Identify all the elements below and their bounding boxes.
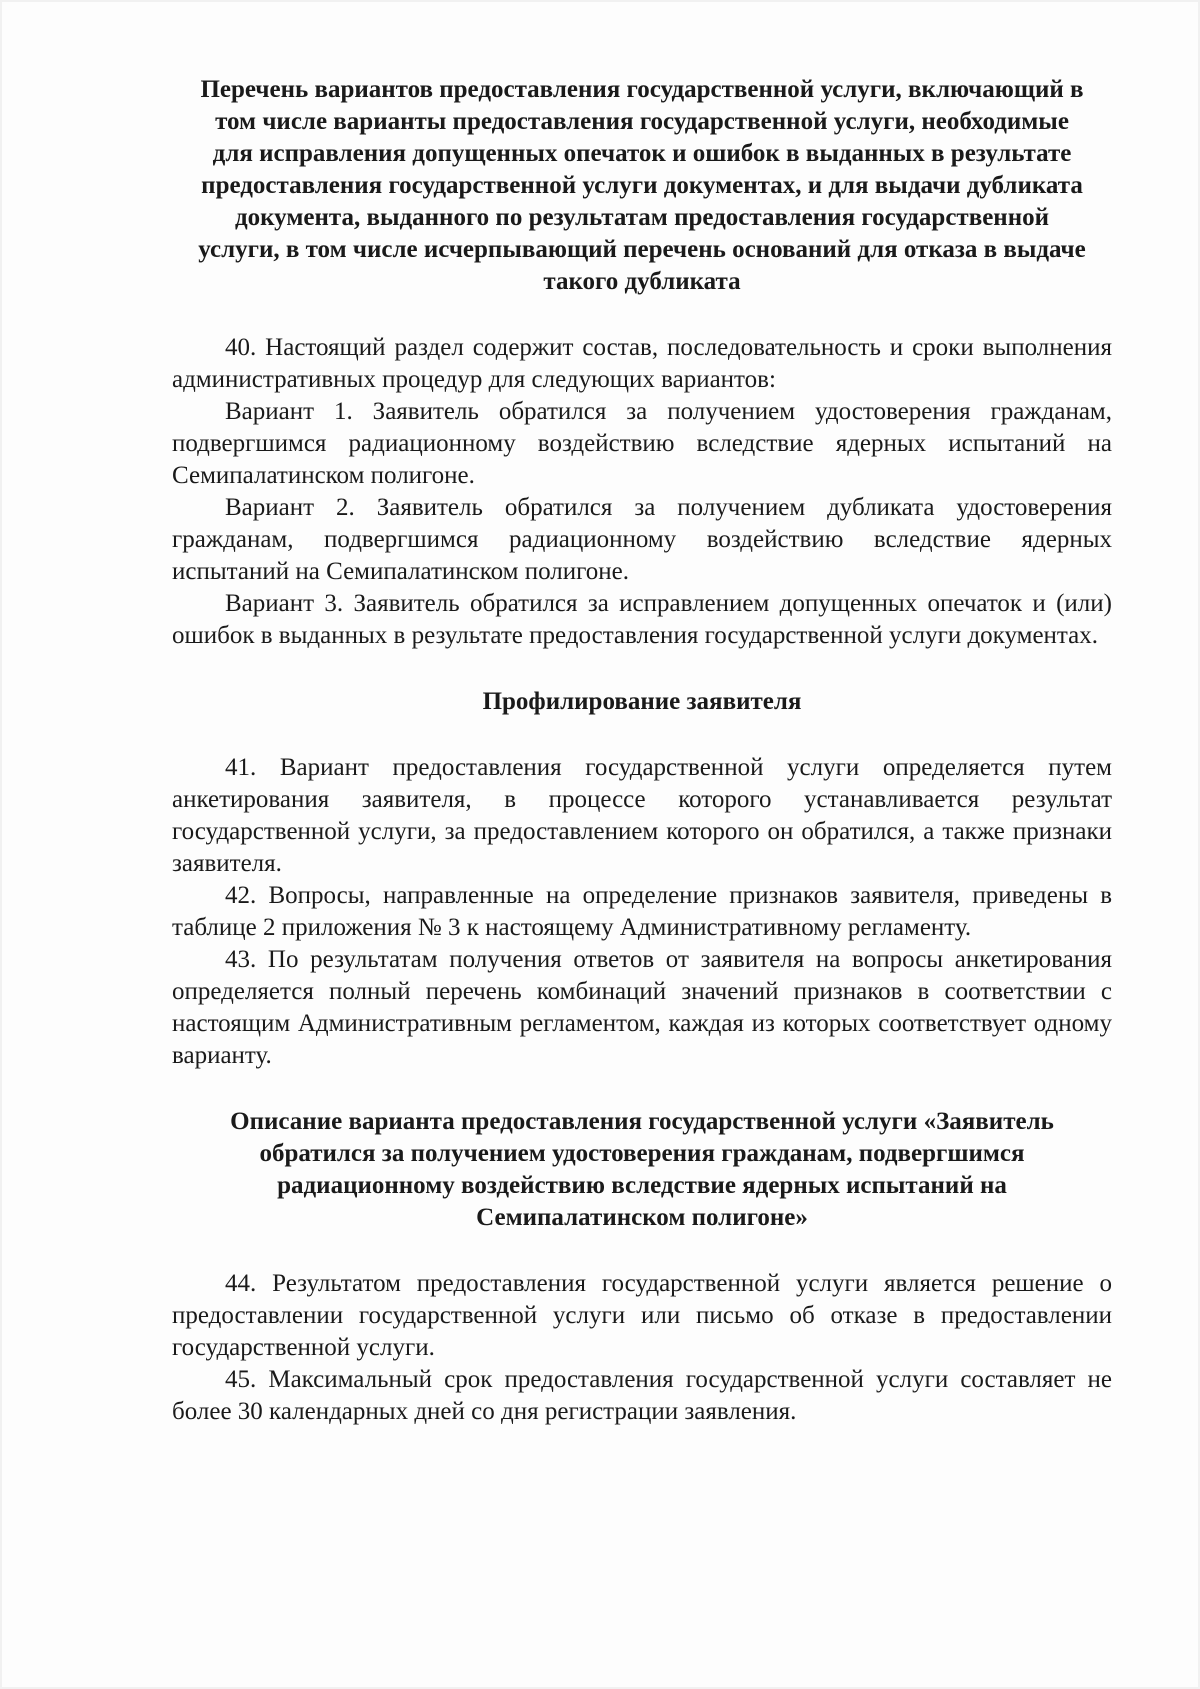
- paragraph-40: 40. Настоящий раздел содержит состав, последовательность и сроки выполнения административных процедур для следующих вариантов:: [172, 334, 1112, 393]
- paragraph-variant-1: Вариант 1. Заявитель обратился за получением удостоверения гражданам, подвергшимся радиационному воздействию вследствие ядерных испытаний на Семипалатинском полигоне.: [172, 398, 1112, 489]
- paragraph-43: 43. По результатам получения ответов от заявителя на вопросы анкетирования определяется полный перечень комбинаций значений признаков в соответствии с настоящим Административным регламентом, каждая из которых соответствует одному варианту.: [172, 946, 1112, 1069]
- paragraph-variant-2: Вариант 2. Заявитель обратился за получением дубликата удостоверения гражданам, подвергшимся радиационному воздействию вследствие ядерных испытаний на Семипалатинском полигоне.: [172, 494, 1112, 585]
- paragraph-44: 44. Результатом предоставления государственной услуги является решение о предоставлении государственной услуги или письмо об отказе в предоставлении государственной услуги.: [172, 1270, 1112, 1361]
- paragraph-41: 41. Вариант предоставления государственной услуги определяется путем анкетирования заявителя, в процессе которого устанавливается результат государственной услуги, за предоставлением которого он обратился, а также признаки заявителя.: [172, 754, 1112, 877]
- section-heading-variant-description: Описание варианта предоставления государственной услуги «Заявитель обратился за получением удостоверения гражданам, подвергшимся радиационному воздействию вследствие ядерных испытаний на Семипалатинском полигоне»: [230, 1108, 1054, 1231]
- section-heading-variants-list: Перечень вариантов предоставления государственной услуги, включающий в том числе варианты предоставления государственной услуги, необходимые для исправления допущенных опечаток и ошибок в выданных в результате предоставления государственной услуги документах, и для выдачи дубликата документа, выданного по результатам предоставления государственной услуги, в том числе исчерпывающий перечень оснований для отказа в выдаче такого дубликата: [198, 76, 1086, 295]
- paragraph-45: 45. Максимальный срок предоставления государственной услуги составляет не более 30 календарных дней со дня регистрации заявления.: [172, 1366, 1112, 1425]
- paragraph-42: 42. Вопросы, направленные на определение признаков заявителя, приведены в таблице 2 приложения № 3 к настоящему Административному регламенту.: [172, 882, 1112, 941]
- paragraph-variant-3: Вариант 3. Заявитель обратился за исправлением допущенных опечаток и (или) ошибок в выданных в результате предоставления государственной услуги документах.: [172, 590, 1112, 649]
- document-body: [172, 74, 1112, 1428]
- section-heading-profiling: Профилирование заявителя: [482, 688, 802, 715]
